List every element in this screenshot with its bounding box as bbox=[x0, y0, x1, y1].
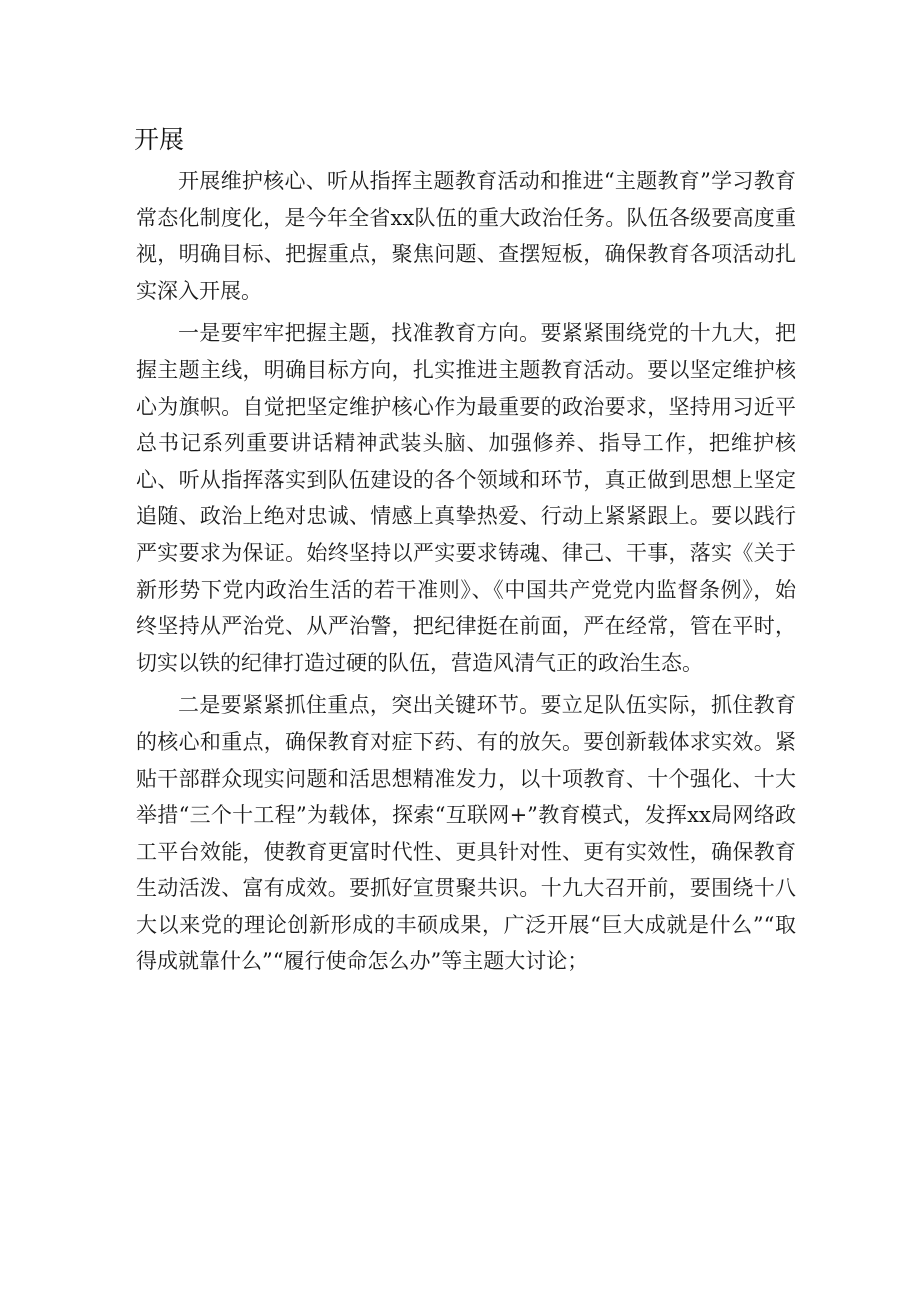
section-heading: 开展 bbox=[134, 125, 185, 154]
paragraph-point-two: 二是要紧紧抓住重点，突出关键环节。要立足队伍实际，抓住教育的核心和重点，确保教育对症下药、有的放矢。要创新载体求实效。紧贴干部群众现实问题和活思想精准发力，以十项教育、十个强化、十大举措“三个十工程”为载体，探索“互联网+”教育模式，发挥xx局网络政工平台效能，使教育更富时代性、更具针对性、更有实效性，确保教育生动活泼、富有成效。要抓好宣贯聚共识。十九大召开前，要围绕十八大以来党的理论创新形成的丰硕成果，广泛开展“巨大成就是什么”“取得成就靠什么”“履行使命怎么办”等主题大讨论； bbox=[136, 693, 796, 974]
paragraph-intro: 开展维护核心、听从指挥主题教育活动和推进“主题教育”学习教育常态化制度化，是今年全省xx队伍的重大政治任务。队伍各级要高度重视，明确目标、把握重点，聚焦问题、查摆短板，确保教育各项活动扎实深入开展。 bbox=[136, 169, 796, 303]
paragraph-point-one: 一是要牢牢把握主题，找准教育方向。要紧紧围绕党的十九大，把握主题主线，明确目标方向，扎实推进主题教育活动。要以坚定维护核心为旗帜。自觉把坚定维护核心作为最重要的政治要求，坚持用习近平总书记系列重要讲话精神武装头脑、加强修养、指导工作，把维护核心、听从指挥落实到队伍建设的各个领域和环节，真正做到思想上坚定追随、政治上绝对忠诚、情感上真挚热爱、行动上紧紧跟上。要以践行严实要求为保证。始终坚持以严实要求铸魂、律己、干事，落实《关于新形势下党内政治生活的若干准则》、《中国共产党党内监督条例》，始终坚持从严治党、从严治警，把纪律挺在前面，严在经常，管在平时，切实以铁的纪律打造过硬的队伍，营造风清气正的政治生态。 bbox=[136, 321, 796, 675]
document-body bbox=[136, 163, 796, 986]
